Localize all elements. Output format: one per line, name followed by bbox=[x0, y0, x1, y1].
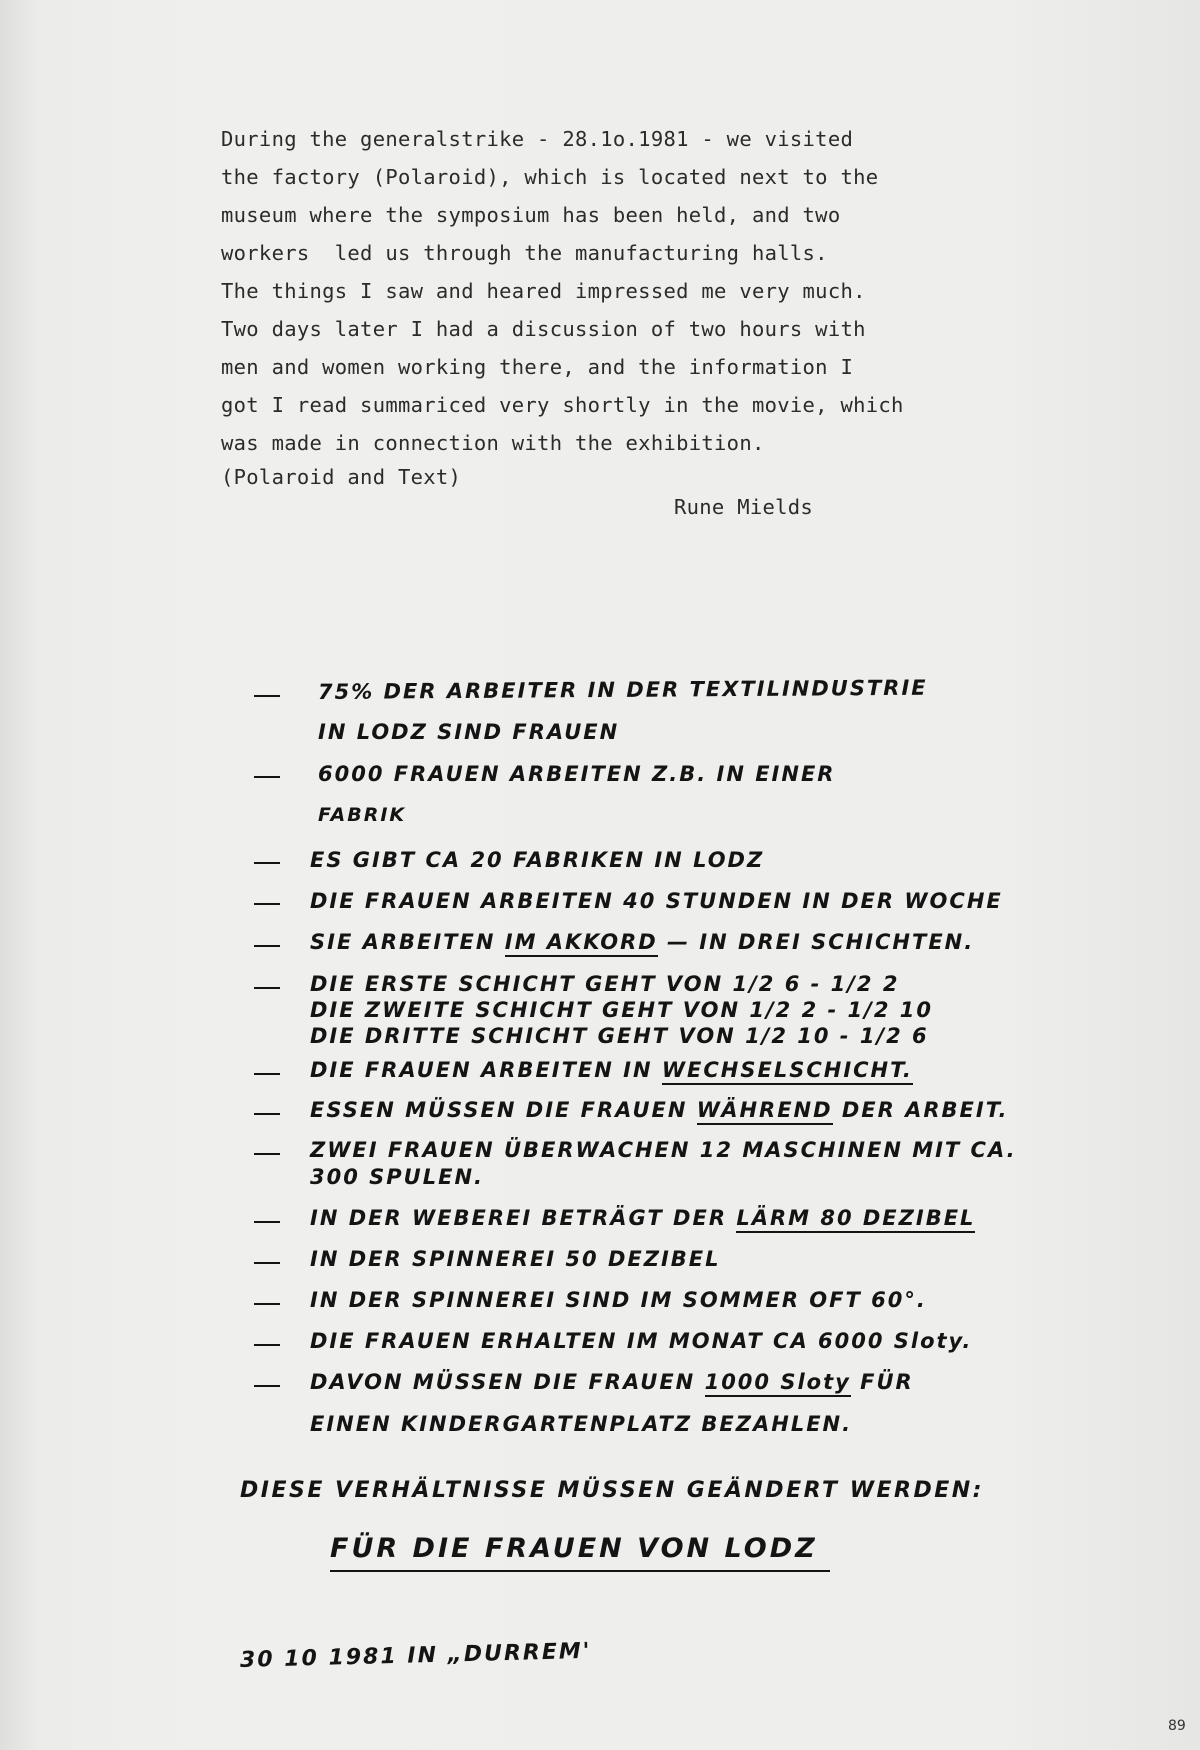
note-line bbox=[310, 1370, 914, 1394]
note-line: ZWEI FRAUEN ÜBERWACHEN 12 MASCHINEN MIT CA. bbox=[310, 1138, 1017, 1162]
dash-bullet bbox=[254, 862, 280, 864]
dash-bullet bbox=[254, 1153, 280, 1155]
note-line: 300 SPULEN. bbox=[310, 1165, 484, 1189]
note-line: DIE FRAUEN ERHALTEN IM MONAT CA 6000 Sloty. bbox=[310, 1329, 973, 1353]
page-number: 89 bbox=[1168, 1718, 1186, 1734]
dash-bullet bbox=[254, 695, 280, 697]
underlined-phrase: WÄHREND bbox=[697, 1098, 833, 1125]
underlined-phrase: LÄRM 80 DEZIBEL bbox=[736, 1206, 975, 1233]
note-text: DIE FRAUEN ARBEITEN IN bbox=[310, 1058, 662, 1082]
note-line: IN DER SPINNEREI SIND IM SOMMER OFT 60°. bbox=[310, 1288, 927, 1312]
note-text: — IN DREI SCHICHTEN. bbox=[657, 930, 975, 954]
note-line bbox=[310, 930, 974, 954]
typed-line: During the generalstrike - 28.1o.1981 - we visited bbox=[221, 127, 854, 151]
date-note: 30 10 1981 IN „DURREM' bbox=[239, 1638, 592, 1673]
dash-bullet bbox=[254, 1344, 280, 1346]
dash-bullet bbox=[254, 1221, 280, 1223]
note-line bbox=[310, 1058, 913, 1082]
typed-line: The things I saw and heared impressed me very much. bbox=[221, 279, 866, 303]
note-line: DIE DRITTE SCHICHT GEHT VON 1/2 10 - 1/2 6 bbox=[310, 1024, 929, 1048]
typed-line: men and women working there, and the information I bbox=[221, 355, 854, 379]
note-line: 6000 FRAUEN ARBEITEN Z.B. IN EINER bbox=[318, 762, 836, 786]
typed-line: (Polaroid and Text) bbox=[221, 465, 462, 489]
signature: Rune Mields bbox=[674, 495, 814, 519]
dash-bullet bbox=[254, 1262, 280, 1264]
dash-bullet bbox=[254, 945, 280, 947]
note-line: DIE ZWEITE SCHICHT GEHT VON 1/2 2 - 1/2 10 bbox=[310, 998, 933, 1022]
underlined-phrase: 1000 Sloty bbox=[705, 1370, 851, 1397]
note-text: DAVON MÜSSEN DIE FRAUEN bbox=[310, 1370, 705, 1394]
note-line: IN DER SPINNEREI 50 DEZIBEL bbox=[310, 1247, 721, 1271]
note-line bbox=[310, 1098, 1008, 1122]
typed-line: Two days later I had a discussion of two hours with bbox=[221, 317, 866, 341]
dash-bullet bbox=[254, 1073, 280, 1075]
typed-line: was made in connection with the exhibition. bbox=[221, 431, 765, 455]
note-line: FABRIK bbox=[318, 804, 407, 826]
note-text: FÜR bbox=[850, 1370, 914, 1394]
note-line: 75% DER ARBEITER IN DER TEXTILINDUSTRIE bbox=[317, 675, 928, 704]
note-line: DIE FRAUEN ARBEITEN 40 STUNDEN IN DER WOCHE bbox=[310, 889, 1003, 913]
underlined-phrase: WECHSELSCHICHT. bbox=[662, 1058, 913, 1085]
note-line: DIE ERSTE SCHICHT GEHT VON 1/2 6 - 1/2 2 bbox=[310, 972, 900, 996]
note-line: ES GIBT CA 20 FABRIKEN IN LODZ bbox=[310, 848, 765, 872]
dash-bullet bbox=[254, 987, 280, 989]
dash-bullet bbox=[254, 903, 280, 905]
typed-line: got I read summariced very shortly in the movie, which bbox=[221, 393, 904, 417]
note-text: SIE ARBEITEN bbox=[310, 930, 505, 954]
note-text: DER ARBEIT. bbox=[832, 1098, 1009, 1122]
note-line: IN LODZ SIND FRAUEN bbox=[318, 720, 620, 744]
dash-bullet bbox=[254, 1303, 280, 1305]
note-text: ESSEN MÜSSEN DIE FRAUEN bbox=[310, 1098, 697, 1122]
dash-bullet bbox=[254, 776, 280, 778]
note-text: IN DER WEBEREI BETRÄGT DER bbox=[310, 1206, 737, 1230]
underlined-phrase: IM AKKORD bbox=[505, 930, 658, 957]
typed-line: museum where the symposium has been held, and two bbox=[221, 203, 841, 227]
typed-line: workers led us through the manufacturing halls. bbox=[221, 241, 828, 265]
dash-bullet bbox=[254, 1385, 280, 1387]
closing-statement: DIESE VERHÄLTNISSE MÜSSEN GEÄNDERT WERDEN: bbox=[240, 1478, 984, 1503]
note-line bbox=[310, 1206, 975, 1230]
dash-bullet bbox=[254, 1113, 280, 1115]
for-women-heading: FÜR DIE FRAUEN VON LODZ bbox=[330, 1533, 830, 1572]
note-line: EINEN KINDERGARTENPLATZ BEZAHLEN. bbox=[310, 1412, 853, 1436]
typed-line: the factory (Polaroid), which is located next to the bbox=[221, 165, 879, 189]
